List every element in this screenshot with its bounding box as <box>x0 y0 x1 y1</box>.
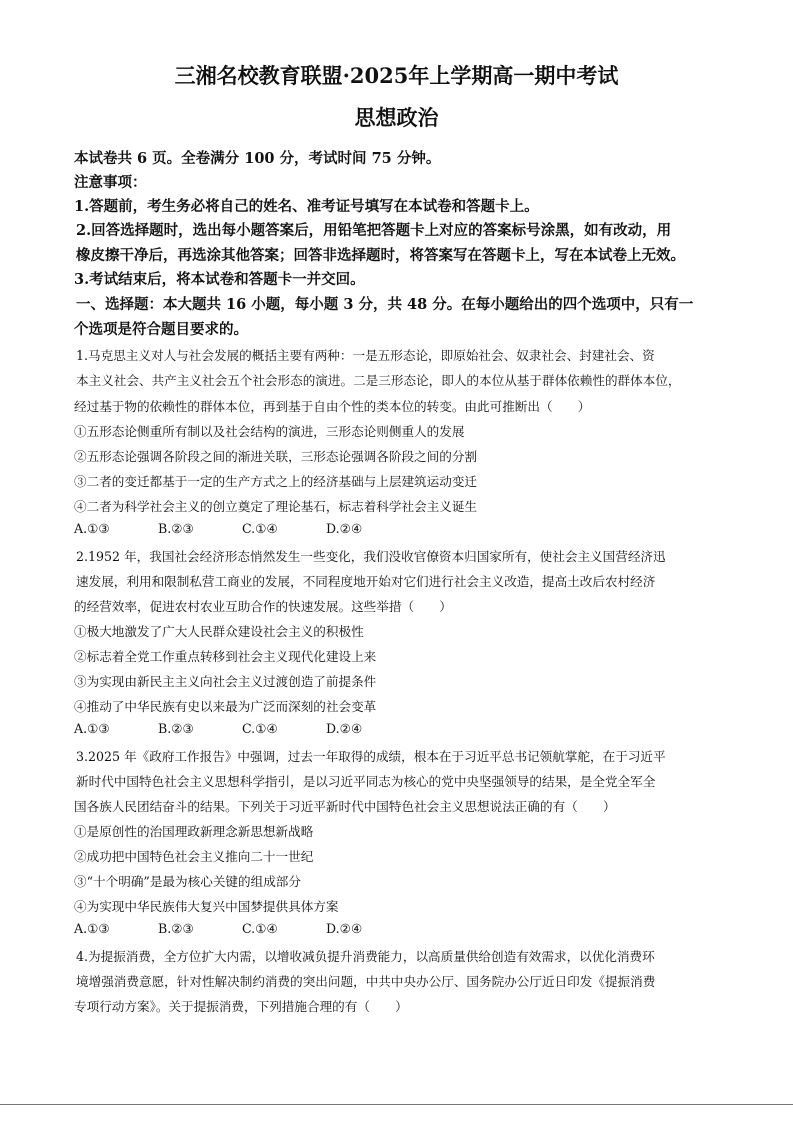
notice-2-line-2: 橡皮擦干净后，再选涂其他答案；回答非选择题时，将答案写在答题卡上，写在本试卷上无效。 <box>76 247 685 264</box>
q3-item-2: ②成功把中国特色社会主义推向二十一世纪 <box>74 849 314 864</box>
q1-item-1: ①五形态论侧重所有制以及社会结构的演进，三形态论则侧重人的发展 <box>74 424 465 439</box>
q3-item-3: ③“十个明确”是最为核心关键的组成部分 <box>74 874 301 889</box>
page-bottom-divider <box>0 1104 793 1105</box>
q1-option-b[interactable]: B.②③ <box>158 521 194 536</box>
q1-option-d[interactable]: D.②④ <box>326 521 363 536</box>
q2-item-3: ③为实现由新民主主义向社会主义过渡创造了前提条件 <box>74 674 377 689</box>
notice-heading: 注意事项： <box>74 174 147 191</box>
q4-stem-line-2: 境增强消费意愿，针对性解决制约消费的突出问题，中共中央办公厅、国务院办公厅近日印发《提振消费 <box>76 974 656 989</box>
q1-option-a[interactable]: A.①③ <box>74 521 110 536</box>
q2-options <box>74 721 410 736</box>
q3-stem-line-1: 3.2025 年《政府工作报告》中强调，过去一年取得的成绩，根本在于习近平总书记领航掌舵，在于习近平 <box>76 749 666 764</box>
q2-stem-line-3: 的经营效率，促进农村农业互助合作的快速发展。这些举措（ ） <box>74 599 452 614</box>
q3-option-b[interactable]: B.②③ <box>158 921 194 936</box>
q2-item-4: ④推动了中华民族有史以来最为广泛而深刻的社会变革 <box>74 699 377 714</box>
q3-option-d[interactable]: D.②④ <box>326 921 363 936</box>
q3-stem-line-3: 国各族人民团结奋斗的结果。下列关于习近平新时代中国特色社会主义思想说法正确的有（ ） <box>74 799 616 814</box>
notice-3: 3.考试结束后，将本试卷和答题卡一并交回。 <box>74 271 365 288</box>
q2-option-a[interactable]: A.①③ <box>74 721 110 736</box>
q2-option-d[interactable]: D.②④ <box>326 721 363 736</box>
q3-item-4: ④为实现中华民族伟大复兴中国梦提供具体方案 <box>74 899 339 914</box>
notice-2-line-1: 2.回答选择题时，选出每小题答案后，用铅笔把答题卡上对应的答案标号涂黑，如有改动，用 <box>76 222 672 239</box>
q3-options <box>74 921 410 936</box>
q1-item-3: ③二者的变迁都基于一定的生产方式之上的经济基础与上层建筑运动变迁 <box>74 474 477 489</box>
q3-item-1: ①是原创性的治国理政新理念新思想新战略 <box>74 824 314 839</box>
q1-stem-line-3: 经过基于物的依赖性的群体本位，再到基于自由个性的类本位的转变。由此可推断出（ ） <box>74 399 591 414</box>
q2-stem-line-1: 2.1952 年，我国社会经济形态悄然发生一些变化，我们没收官僚资本归国家所有，使社会主义国营经济迅 <box>76 549 666 564</box>
q2-stem-line-2: 速发展，利用和限制私营工商业的发展，不同程度地开始对它们进行社会主义改造，提高土改后农村经济 <box>76 574 656 589</box>
q4-stem-line-3: 专项行动方案》。关于提振消费，下列措施合理的有（ ） <box>74 999 408 1014</box>
notice-1: 1.答题前，考生务必将自己的姓名、准考证号填写在本试卷和答题卡上。 <box>74 198 539 215</box>
q1-option-c[interactable]: C.①④ <box>242 521 278 536</box>
q3-option-c[interactable]: C.①④ <box>242 921 278 936</box>
subject-title: 思想政治 <box>354 105 439 130</box>
exam-title: 三湘名校教育联盟·2025年上学期高一期中考试 <box>174 63 619 88</box>
section-heading-line-1: 一、选择题：本大题共 16 小题，每小题 3 分，共 48 分。在每小题给出的四个选项中，只有一 <box>76 296 694 313</box>
q2-item-1: ①极大地激发了广大人民群众建设社会主义的积极性 <box>74 624 364 639</box>
q1-item-4: ④二者为科学社会主义的创立奠定了理论基石，标志着科学社会主义诞生 <box>74 499 477 514</box>
q3-stem-line-2: 新时代中国特色社会主义思想科学指引，是以习近平同志为核心的党中央坚强领导的结果，是全党全军全 <box>76 774 656 789</box>
q1-stem-line-2: 本主义社会、共产主义社会五个社会形态的演进。二是三形态论，即人的本位从基于群体依赖性的群体本位， <box>76 373 681 388</box>
q1-item-2: ②五形态论强调各阶段之间的渐进关联，三形态论强调各阶段之间的分割 <box>74 449 477 464</box>
q2-option-b[interactable]: B.②③ <box>158 721 194 736</box>
q4-stem-line-1: 4.为提振消费，全方位扩大内需，以增收减负提升消费能力，以高质量供给创造有效需求，以优化消费环 <box>76 949 655 964</box>
q1-stem-line-1: 1.马克思主义对人与社会发展的概括主要有两种：一是五形态论，即原始社会、奴隶社会、封建社会、资 <box>76 348 655 363</box>
section-heading-line-2: 个选项是符合题目要求的。 <box>74 321 248 338</box>
q2-option-c[interactable]: C.①④ <box>242 721 278 736</box>
q1-options <box>74 521 410 536</box>
q2-item-2: ②标志着全党工作重点转移到社会主义现代化建设上来 <box>74 649 377 664</box>
q3-option-a[interactable]: A.①③ <box>74 921 110 936</box>
pages-info: 本试卷共 6 页。全卷满分 100 分，考试时间 75 分钟。 <box>74 150 441 167</box>
